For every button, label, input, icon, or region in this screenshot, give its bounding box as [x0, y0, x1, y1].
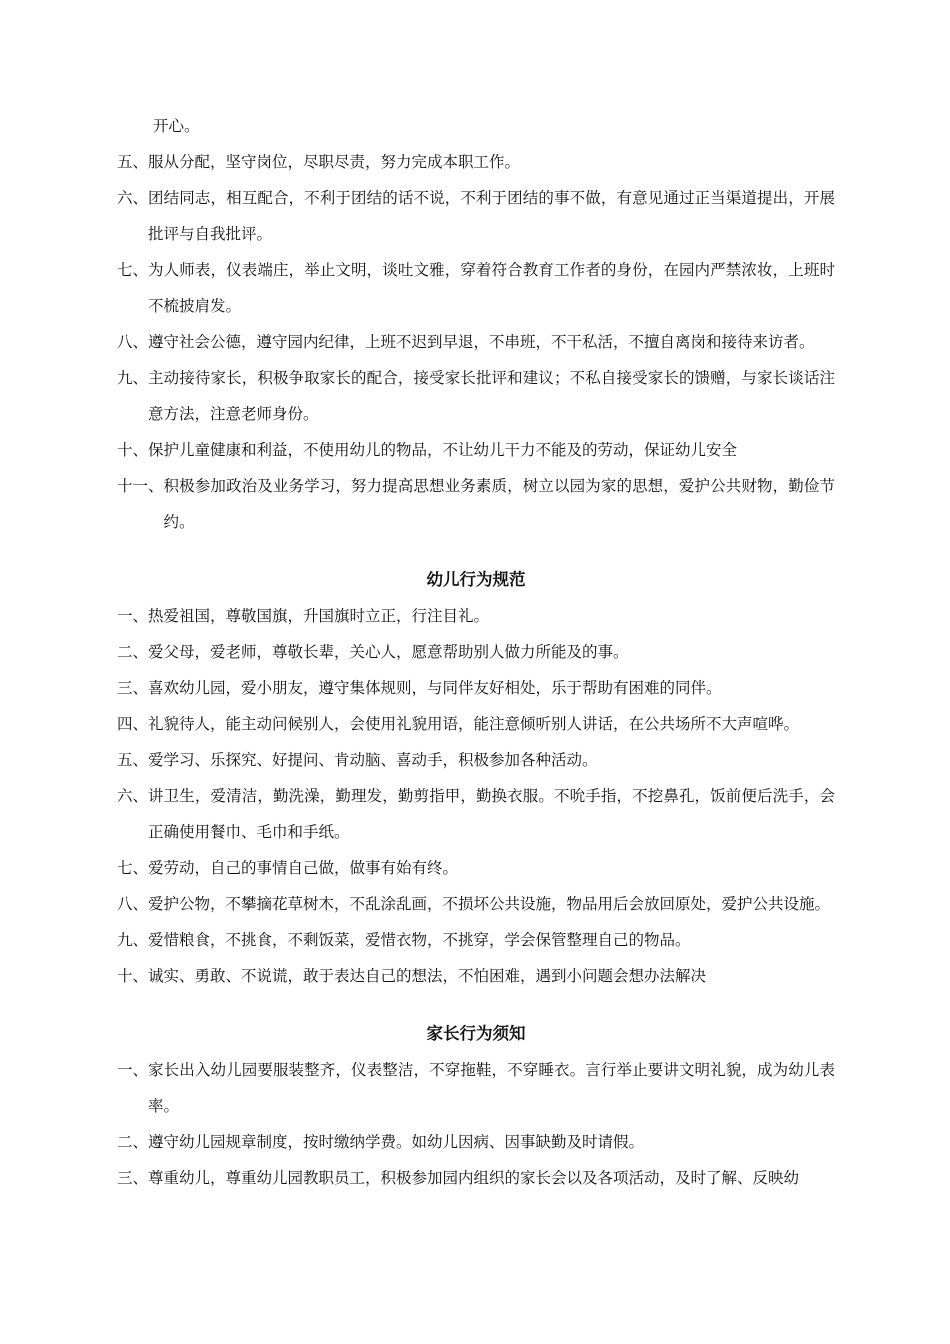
section-gap [117, 540, 835, 562]
list-item [117, 778, 835, 850]
item-text: 尊重幼儿，尊重幼儿园教职员工，积极参加园内组织的家长会以及各项活动，及时了解、反映幼 [148, 1169, 800, 1187]
list-item [117, 850, 835, 886]
item-number: 十、 [117, 967, 149, 985]
item-text: 讲卫生，爱清洁，勤洗澡，勤理发，勤剪指甲，勤换衣服。不吮手指，不挖鼻孔，饭前便后洗手，会正确使用餐巾、毛巾和手纸。 [148, 787, 835, 841]
item-number: 八、 [117, 333, 149, 351]
section-staff [117, 108, 835, 540]
list-item [117, 108, 835, 144]
item-text: 保护儿童健康和利益，不使用幼儿的物品，不让幼儿干力不能及的劳动，保证幼儿安全 [148, 441, 738, 459]
list-item [117, 180, 835, 252]
list-item [117, 598, 835, 634]
item-number: 十、 [117, 441, 149, 459]
list-item [117, 1160, 835, 1196]
item-number: 三、 [117, 1169, 149, 1187]
item-text: 爱劳动，自己的事情自己做，做事有始有终。 [148, 859, 459, 877]
item-text: 主动接待家长，积极争取家长的配合，接受家长批评和建议；不私自接受家长的馈赠，与家长谈话注意方法，注意老师身份。 [148, 369, 835, 423]
item-text: 开心。 [153, 117, 200, 135]
item-text: 热爱祖国，尊敬国旗，升国旗时立正，行注目礼。 [148, 607, 490, 625]
list-item [117, 742, 835, 778]
list-item [117, 706, 835, 742]
item-number: 八、 [117, 895, 149, 913]
list-item [117, 468, 835, 540]
item-number: 六、 [117, 787, 149, 805]
item-number: 一、 [117, 607, 149, 625]
item-number: 九、 [117, 369, 149, 387]
list-item [117, 144, 835, 180]
list-item [117, 1124, 835, 1160]
list-item [117, 324, 835, 360]
item-text: 为人师表，仪表端庄，举止文明，谈吐文雅，穿着符合教育工作者的身份，在园内严禁浓妆，上班时不梳披肩发。 [148, 261, 835, 315]
item-text: 团结同志，相互配合，不利于团结的话不说，不利于团结的事不做，有意见通过正当渠道提出，开展批评与自我批评。 [148, 189, 835, 243]
section-gap [117, 994, 835, 1016]
list-item [117, 1052, 835, 1124]
item-number: 七、 [117, 261, 149, 279]
list-item [117, 360, 835, 432]
item-number: 十一、 [117, 477, 164, 495]
section-parents [117, 994, 835, 1196]
item-number: 一、 [117, 1061, 149, 1079]
item-text: 服从分配，坚守岗位，尽职尽责，努力完成本职工作。 [148, 153, 521, 171]
section-children [117, 540, 835, 994]
item-text: 遵守幼儿园规章制度，按时缴纳学费。如幼儿因病、因事缺勤及时请假。 [148, 1133, 645, 1151]
list-item [117, 252, 835, 324]
item-text: 积极参加政治及业务学习，努力提高思想业务素质，树立以园为家的思想，爱护公共财物，勤俭节约。 [163, 477, 835, 531]
list-item [117, 634, 835, 670]
list-item [117, 670, 835, 706]
item-text: 爱惜粮食，不挑食，不剩饭菜，爱惜衣物，不挑穿，学会保管整理自己的物品。 [148, 931, 691, 949]
item-number: 二、 [117, 1133, 149, 1151]
item-text: 爱护公物，不攀摘花草树木，不乱涂乱画，不损坏公共设施，物品用后会放回原处，爱护公共设施。 [148, 895, 831, 913]
item-text: 喜欢幼儿园，爱小朋友，遵守集体规则，与同伴友好相处，乐于帮助有困难的同伴。 [148, 679, 722, 697]
item-text: 爱父母，爱老师，尊敬长辈，关心人，愿意帮助别人做力所能及的事。 [148, 643, 629, 661]
section-title: 家长行为须知 [426, 1024, 526, 1043]
item-text: 遵守社会公德，遵守园内纪律，上班不迟到早退，不串班，不干私活，不擅自离岗和接待来访者。 [148, 333, 815, 351]
list-item [117, 432, 835, 468]
item-text: 爱学习、乐探究、好提问、肯动脑、喜动手，积极参加各种活动。 [148, 751, 598, 769]
item-text: 礼貌待人，能主动问候别人，会使用礼貌用语，能注意倾听别人讲话，在公共场所不大声喧哗。 [148, 715, 800, 733]
list-item [117, 886, 835, 922]
item-number: 四、 [117, 715, 149, 733]
item-number: 三、 [117, 679, 149, 697]
section-title: 幼儿行为规范 [426, 570, 526, 589]
item-number: 二、 [117, 643, 149, 661]
list-item [117, 922, 835, 958]
item-number: 五、 [117, 153, 149, 171]
item-text: 家长出入幼儿园要服装整齐，仪表整洁，不穿拖鞋，不穿睡衣。言行举止要讲文明礼貌，成为幼儿表率。 [148, 1061, 835, 1115]
item-number: 六、 [117, 189, 149, 207]
item-number: 九、 [117, 931, 149, 949]
item-number: 五、 [117, 751, 149, 769]
item-text: 诚实、勇敢、不说谎，敢于表达自己的想法，不怕困难，遇到小问题会想办法解决 [148, 967, 707, 985]
document-body [117, 108, 835, 1196]
item-number: 七、 [117, 859, 149, 877]
list-item [117, 958, 835, 994]
